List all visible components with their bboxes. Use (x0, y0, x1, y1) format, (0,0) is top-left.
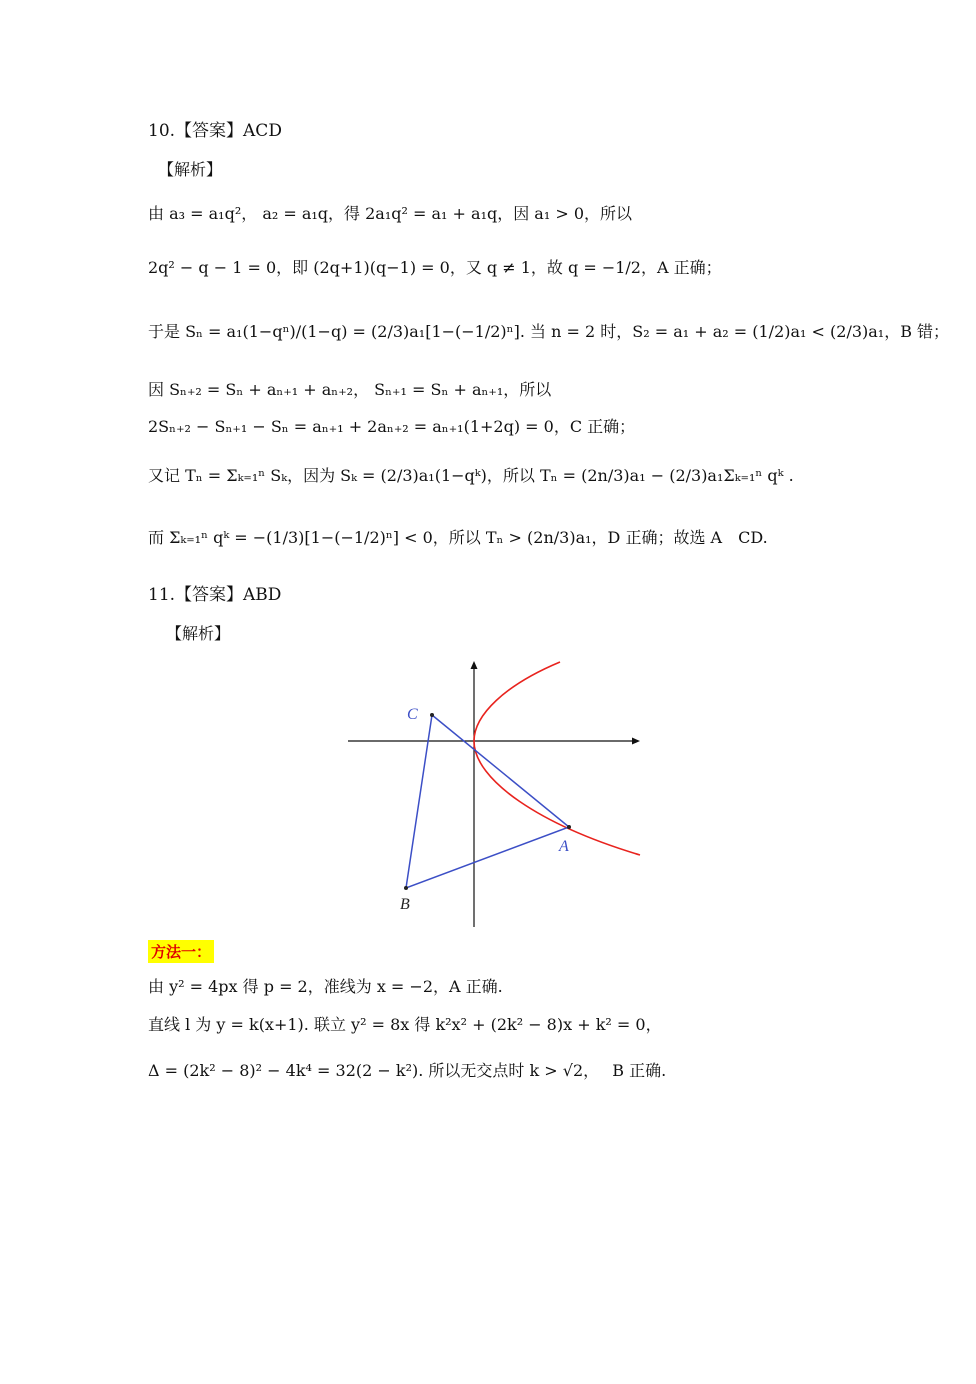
q10-answer-line: 10.【答案】ACD (148, 121, 282, 141)
q10-line-2: 2q² − q − 1 = 0，即 (2q+1)(q−1) = 0，又 q ≠ 1，故 q = −1/2，A 正确； (148, 258, 722, 277)
point-a-dot (567, 825, 571, 829)
q11-line-2: 直线 l 为 y = k(x+1). 联立 y² = 8x 得 k²x² + (2k² − 8)x + k² = 0， (148, 1015, 662, 1034)
q11-line-1: 由 y² = 4px 得 p = 2，准线为 x = −2，A 正确. (148, 977, 503, 996)
q10-line-3: 于是 Sₙ = a₁(1−qⁿ)/(1−q) = (2/3)a₁[1−(−1/2)ⁿ]. 当 n = 2 时，S₂ = a₁ + a₂ = (1/2)a₁ < (2/3)a₁，B 错； (148, 322, 950, 341)
q10-line-5: 2Sₙ₊₂ − Sₙ₊₁ − Sₙ = aₙ₊₁ + 2aₙ₊₂ = aₙ₊₁(1+2q) = 0，C 正确； (148, 417, 636, 436)
method-one-label: 方法一： (148, 940, 214, 963)
q10-line-1: 由 a₃ = a₁q²， a₂ = a₁q，得 2a₁q² = a₁ + a₁q，因 a₁ > 0，所以 (148, 204, 633, 223)
parabola-curve (474, 662, 560, 741)
label-c: C (407, 706, 418, 723)
q11-line-3: Δ = (2k² − 8)² − 4k⁴ = 32(2 − k²). 所以无交点时 k > √2， B 正确. (148, 1061, 667, 1080)
q10-line-7: 而 Σₖ₌₁ⁿ qᵏ = −(1/3)[1−(−1/2)ⁿ] < 0，所以 Tₙ > (2n/3)a₁，D 正确；故选 A CD. (148, 528, 768, 547)
q11-answer-line: 11.【答案】ABD (148, 585, 282, 605)
label-a: A (559, 838, 569, 855)
point-c-dot (430, 713, 434, 717)
q11-analysis-label: 【解析】 (166, 624, 231, 643)
y-axis-arrow (471, 661, 478, 669)
parabola-curve-lower (474, 741, 640, 855)
parabola-triangle-figure (340, 655, 650, 935)
q10-line-6: 又记 Tₙ = Σₖ₌₁ⁿ Sₖ，因为 Sₖ = (2/3)a₁(1−qᵏ)，所以 Tₙ = (2n/3)a₁ − (2/3)a₁Σₖ₌₁ⁿ qᵏ . (148, 466, 794, 485)
label-b: B (400, 896, 410, 913)
q10-line-4: 因 Sₙ₊₂ = Sₙ + aₙ₊₁ + aₙ₊₂， Sₙ₊₁ = Sₙ + aₙ₊₁，所以 (148, 380, 552, 399)
point-b-dot (404, 886, 408, 890)
q10-analysis-label: 【解析】 (158, 160, 223, 179)
x-axis-arrow (632, 738, 640, 745)
